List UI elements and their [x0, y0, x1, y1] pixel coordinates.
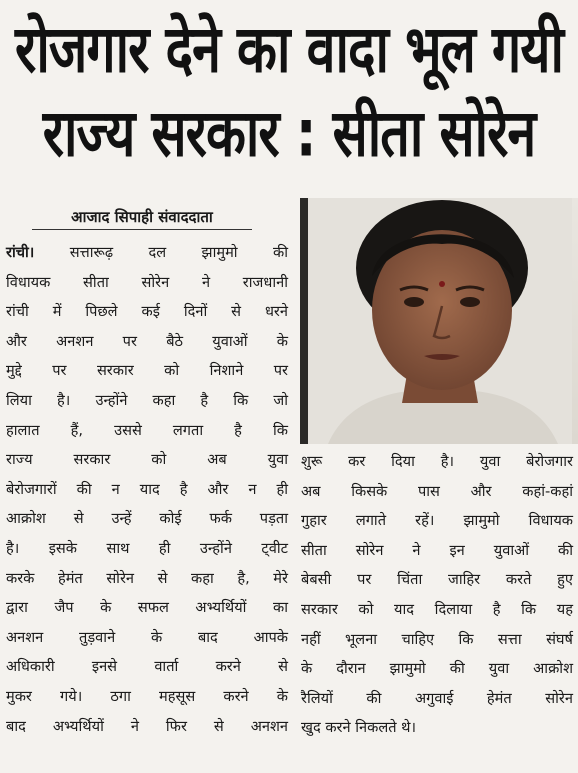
article-line: खुद करने निकलते थे। — [301, 719, 417, 737]
article-line: राज्य सरकार को अब युवा — [6, 451, 288, 469]
article-line: द्वारा जैप के सफल अभ्यर्थियों का — [6, 599, 288, 617]
article-line: अब किसके पास और कहां-कहां — [301, 482, 573, 500]
article-line: गुहार लगाते रहें। झामुमो विधायक — [301, 512, 573, 530]
headline-line-1: रोजगार देने का वादा भूल गयी — [15, 12, 563, 88]
article-line: रांची में पिछले कई दिनों से धरने — [6, 303, 288, 321]
article-column-right — [301, 447, 573, 743]
article-line: शुरू कर दिया है। युवा बेरोजगार — [301, 453, 573, 470]
article-line: रैलियों की अगुवाई हेमंत सोरेन — [301, 689, 573, 707]
article-line: के दौरान झामुमो की युवा आक्रोश — [301, 660, 573, 678]
article-line: हालात हैं, उससे लगता है कि — [6, 421, 288, 439]
dateline: रांची। — [6, 244, 35, 261]
headline-line-2: राज्य सरकार : सीता सोरेन — [42, 96, 536, 172]
article-line: आक्रोश से उन्हें कोई फर्क पड़ता — [6, 510, 288, 528]
article-line: मुद्दे पर सरकार को निशाने पर — [6, 362, 288, 380]
article-line: करके हेमंत सोरेन से कहा है, मेरे — [6, 569, 288, 587]
article-line: है। इसके साथ ही उन्होंने ट्वीट — [6, 539, 288, 557]
portrait-photo — [300, 198, 578, 444]
portrait-illustration — [308, 198, 572, 444]
article-line: नहीं भूलना चाहिए कि सत्ता संघर्ष — [301, 630, 573, 648]
article-line: बेबसी पर चिंता जाहिर करते हुए — [301, 571, 573, 589]
headline — [0, 8, 578, 176]
article-line: अनशन तुड़वाने के बाद आपके — [6, 628, 288, 646]
article-line: लिया है। उन्होंने कहा है कि जो — [6, 391, 288, 409]
article-line: अधिकारी इनसे वार्ता करने से — [6, 658, 288, 676]
article-line: बेरोजगारों की न याद है और न ही — [6, 480, 288, 498]
article-line: मुकर गये। ठगा महसूस करने के — [6, 687, 288, 705]
article-column-left — [6, 238, 288, 741]
article-line: बाद अभ्यर्थियों ने फिर से अनशन — [6, 717, 288, 735]
byline: आजाद सिपाही संवाददाता — [32, 207, 252, 230]
article-line: और अनशन पर बैठे युवाओं के — [6, 332, 288, 350]
article-line: रांची। सत्तारूढ़ दल झामुमो की — [6, 244, 288, 261]
article-line: सरकार को याद दिलाया है कि यह — [301, 600, 573, 618]
article-line: सीता सोरेन ने इन युवाओं की — [301, 541, 573, 559]
article-line: विधायक सीता सोरेन ने राजधानी — [6, 273, 288, 291]
